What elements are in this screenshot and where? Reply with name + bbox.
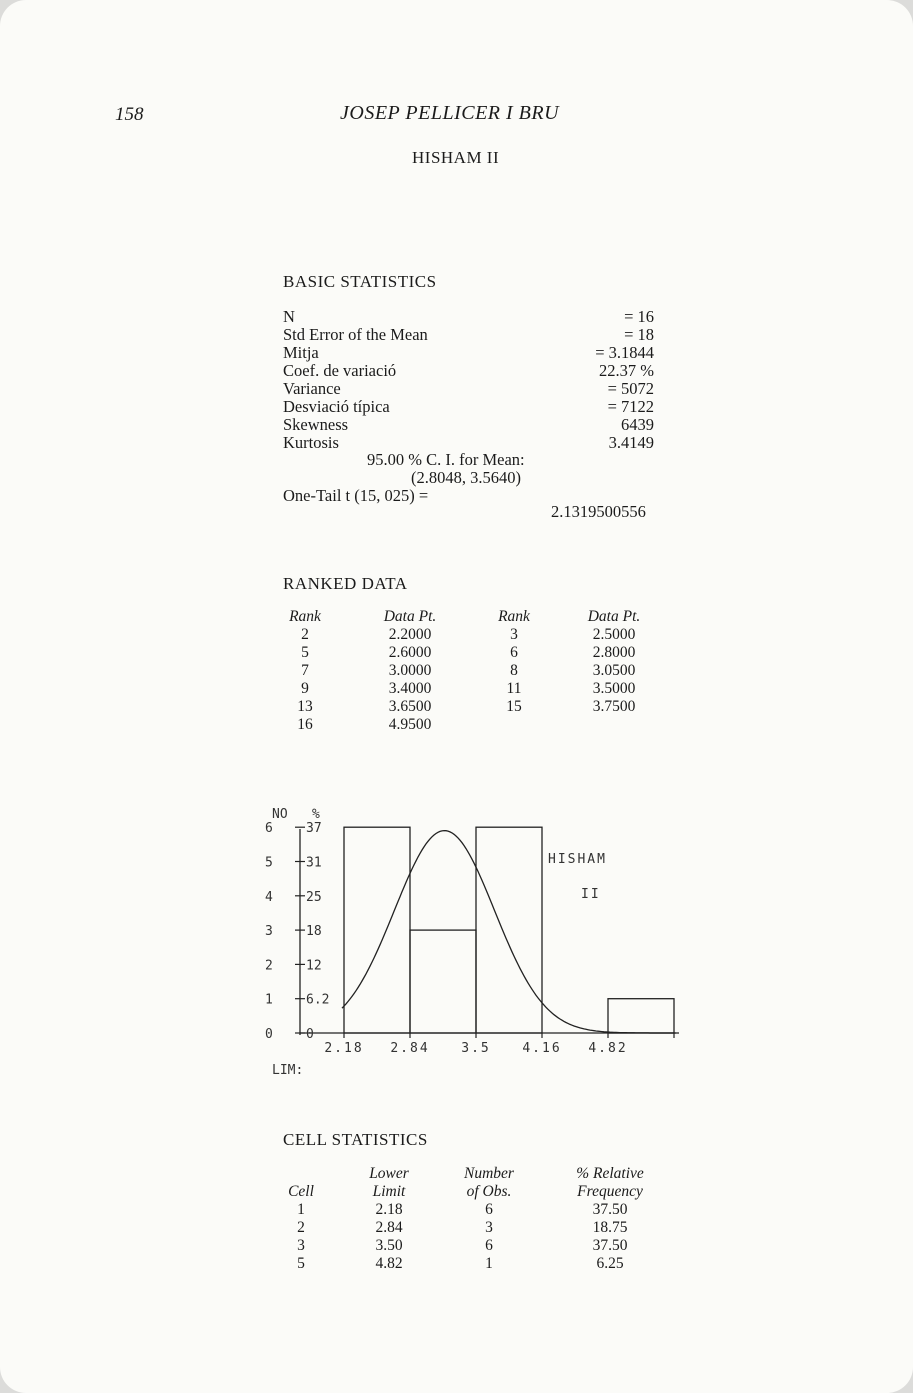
cell-value: 2 <box>297 1219 305 1236</box>
x-axis-label: LIM: <box>272 1063 304 1078</box>
stat-label: Std Error of the Mean <box>283 325 428 344</box>
cell-value: 1 <box>485 1255 493 1272</box>
histogram-bar <box>410 930 476 1033</box>
stat-value: 22.37 % <box>599 361 654 380</box>
cell-value: 2.84 <box>375 1219 403 1236</box>
count-tick-label: 5 <box>265 855 273 871</box>
cell-value: 18.75 <box>592 1219 628 1236</box>
running-title: JOSEP PELLICER I BRU <box>340 102 560 124</box>
ranked-header: Rank <box>498 608 530 625</box>
count-tick-label: 0 <box>265 1027 273 1042</box>
ranked-cell: 3.4000 <box>388 680 432 697</box>
stat-value: = 3.1844 <box>595 343 654 362</box>
stat-value: = 5072 <box>607 379 654 398</box>
chart-title-line-1: HISHAM <box>548 852 607 867</box>
basic-statistics-heading: BASIC STATISTICS <box>283 272 437 291</box>
ranked-cell: 3.5000 <box>592 680 636 697</box>
ranked-header: Rank <box>289 608 321 625</box>
cell-value: 3 <box>297 1237 305 1254</box>
histogram-chart <box>255 798 695 1088</box>
ttest-value: 2.1319500556 <box>551 502 646 521</box>
cell-value: 3 <box>485 1219 493 1236</box>
x-tick-label: 3.5 <box>461 1041 491 1056</box>
cell-header-line-1: Lower <box>369 1165 409 1182</box>
stat-label: Desviació típica <box>283 397 390 416</box>
ranked-header: Data Pt. <box>383 608 437 625</box>
normal-curve <box>342 831 676 1033</box>
percent-tick-label: 25 <box>306 889 322 905</box>
cell-header-line-2: of Obs. <box>466 1183 512 1200</box>
document-title: HISHAM II <box>412 148 500 167</box>
ranked-cell: 6 <box>510 644 518 661</box>
ranked-cell: 15 <box>506 698 522 715</box>
cell-header-line-2: Cell <box>288 1183 314 1200</box>
chart-title-line-2: II <box>581 887 601 902</box>
ci-label: 95.00 % C. I. for Mean: <box>367 450 525 469</box>
percent-tick-label: 31 <box>306 855 322 871</box>
stat-label: Skewness <box>283 415 349 434</box>
ranked-cell: 4.9500 <box>388 716 432 733</box>
ttest-label: One-Tail t (15, 025) = <box>283 486 429 505</box>
ranked-cell: 7 <box>301 662 309 679</box>
cell-statistics-heading: CELL STATISTICS <box>283 1130 428 1149</box>
ci-value: (2.8048, 3.5640) <box>411 468 521 487</box>
count-tick-label: 2 <box>265 958 273 974</box>
cell-value: 6 <box>485 1237 493 1254</box>
ranked-cell: 2.6000 <box>388 644 432 661</box>
count-tick-label: 6 <box>265 821 273 837</box>
ranked-cell: 9 <box>301 680 309 697</box>
histogram-bar <box>476 827 542 1033</box>
page-number: 158 <box>115 104 144 125</box>
stat-label: Variance <box>283 379 341 398</box>
ranked-cell: 3.6500 <box>388 698 432 715</box>
cell-value: 6 <box>485 1201 493 1218</box>
x-tick-label: 4.16 <box>522 1041 562 1056</box>
ranked-cell: 3 <box>510 626 518 643</box>
stat-value: = 7122 <box>607 397 654 416</box>
cell-value: 37.50 <box>592 1201 628 1218</box>
ranked-cell: 13 <box>297 698 313 715</box>
ranked-cell: 3.0000 <box>388 662 432 679</box>
ranked-cell: 11 <box>506 680 522 697</box>
count-tick-label: 1 <box>265 992 273 1008</box>
stat-label: Coef. de variació <box>283 361 397 380</box>
cell-value: 6.25 <box>596 1255 624 1272</box>
percent-tick-label: 12 <box>306 958 322 974</box>
cell-value: 37.50 <box>592 1237 628 1254</box>
cell-value: 4.82 <box>375 1255 403 1272</box>
cell-header-line-1: Number <box>464 1165 514 1182</box>
ranked-cell: 5 <box>301 644 309 661</box>
stat-label: Kurtosis <box>283 433 339 452</box>
stat-value: 6439 <box>621 415 654 434</box>
chart-axes <box>300 829 679 1035</box>
cell-value: 3.50 <box>375 1237 403 1254</box>
stat-value: = 18 <box>624 325 654 344</box>
ranked-header: Data Pt. <box>587 608 641 625</box>
ranked-cell: 2 <box>301 626 309 643</box>
count-tick-label: 3 <box>265 924 273 940</box>
ranked-cell: 16 <box>297 716 313 733</box>
count-axis-label: NO <box>272 807 288 822</box>
ranked-data-heading: RANKED DATA <box>283 574 408 593</box>
x-tick-label: 2.18 <box>324 1041 364 1056</box>
ranked-cell: 8 <box>510 662 518 679</box>
ranked-cell: 2.5000 <box>592 626 636 643</box>
percent-axis-label: % <box>312 807 320 822</box>
ranked-cell: 2.8000 <box>592 644 636 661</box>
cell-header-line-2: Limit <box>372 1183 406 1200</box>
ranked-cell: 2.2000 <box>388 626 432 643</box>
histogram-bar <box>344 827 410 1033</box>
percent-tick-label: 6.2 <box>306 992 330 1008</box>
ranked-cell: 3.0500 <box>592 662 636 679</box>
count-tick-label: 4 <box>265 889 273 905</box>
cell-value: 1 <box>297 1201 305 1218</box>
x-tick-label: 4.82 <box>588 1041 628 1056</box>
percent-tick-label: 37 <box>306 821 322 837</box>
cell-value: 5 <box>297 1255 305 1272</box>
histogram-bar <box>608 999 674 1033</box>
cell-header-line-2: Frequency <box>577 1183 643 1200</box>
ranked-cell: 3.7500 <box>592 698 636 715</box>
cell-header-line-1: % Relative <box>576 1165 644 1182</box>
stat-value: = 16 <box>624 307 654 326</box>
cell-value: 2.18 <box>375 1201 403 1218</box>
percent-tick-label: 0 <box>306 1027 314 1042</box>
x-tick-label: 2.84 <box>390 1041 430 1056</box>
stat-label: N <box>283 307 295 326</box>
stat-value: 3.4149 <box>608 433 654 452</box>
stat-label: Mitja <box>283 343 319 362</box>
percent-tick-label: 18 <box>306 924 322 940</box>
